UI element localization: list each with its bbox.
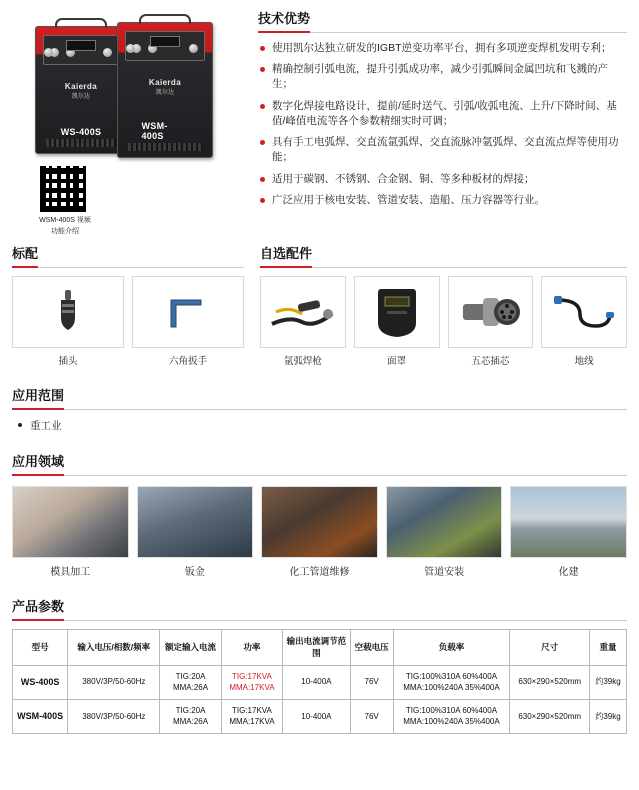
cell-voltage: 380V/3P/50-60Hz: [68, 665, 160, 699]
brand-name: Kaierda: [148, 78, 182, 87]
col-model: 型号: [13, 630, 68, 666]
cell-size: 630×290×520mm: [510, 699, 590, 733]
accessory-label: 氩弧焊枪: [283, 356, 322, 367]
params-header: [12, 596, 627, 621]
field-item: [12, 486, 129, 578]
standard-header: [12, 243, 244, 268]
cell-duty-cycle: [393, 665, 510, 699]
accessory-label: 插头: [58, 356, 78, 367]
field-label: 模具加工: [50, 567, 91, 578]
field-photo: [261, 486, 378, 558]
tig-torch-icon: [268, 284, 338, 340]
standard-accessories: [12, 243, 244, 367]
knob-icon: [103, 48, 112, 57]
list-item: 精确控制引弧电流，提升引弧成功率，减少引弧瞬间金属凹坑和飞溅的产生；: [258, 62, 627, 92]
col-power: 功率: [221, 630, 282, 666]
cell-voltage: 380V/3P/50-60Hz: [68, 699, 160, 733]
col-output-range: 输出电流调节范围: [283, 630, 351, 666]
col-rated-current: 额定输入电流: [160, 630, 221, 666]
ground-cable-icon: [552, 290, 616, 334]
cell-weight: 约39kg: [590, 699, 627, 733]
cell-rated-current: [160, 699, 221, 733]
welder-product-photo: [12, 8, 236, 158]
brand-name: Kaierda: [64, 82, 98, 91]
advantages-column: [244, 8, 627, 237]
field-photo: [12, 486, 129, 558]
cell-power-tig: TIG:17KVA: [231, 705, 272, 715]
cell-open-voltage: 76V: [350, 699, 393, 733]
cell-size: 630×290×520mm: [510, 665, 590, 699]
field-label: 钣金: [184, 567, 205, 578]
accessory-label: 六角扳手: [168, 356, 207, 367]
section-title-advantages: 技术优势: [258, 8, 310, 33]
field-label: 管道安装: [424, 567, 465, 578]
cell-power-mma: MMA:17KVA: [229, 683, 275, 693]
top-section: [0, 0, 639, 237]
application-range-section: [0, 367, 639, 433]
brand-block: [36, 82, 126, 100]
optional-accessories: [260, 243, 627, 367]
standard-grid: [12, 276, 244, 367]
advantages-header: [258, 8, 627, 33]
field-label: 化工管道维修: [289, 567, 350, 578]
col-size: 尺寸: [510, 630, 590, 666]
section-title-optional: 自选配件: [260, 243, 312, 268]
accessory-label: 五芯插芯: [471, 356, 510, 367]
field-item: [510, 486, 627, 578]
cell-rated-current: [160, 665, 221, 699]
cell-duty-cycle: [393, 699, 510, 733]
welder-unit-back: [35, 26, 127, 154]
accessory-item: [260, 276, 346, 367]
field-item: [386, 486, 503, 578]
optional-grid: [260, 276, 627, 367]
cell-model: WSM-400S: [13, 699, 68, 733]
cell-power-mma: MMA:17KVA: [229, 717, 275, 727]
accessory-item: [448, 276, 534, 367]
field-photo: [386, 486, 503, 558]
control-panel: [43, 35, 119, 65]
table-row: [13, 665, 627, 699]
qr-block: [12, 164, 244, 237]
model-label: WSM-400S: [141, 121, 168, 141]
field-photo: [137, 486, 254, 558]
display-icon: [150, 36, 180, 47]
list-item: 重工业: [18, 418, 627, 433]
optional-header: [260, 243, 627, 268]
list-item: 数字化焊接电路设计，提前/延时送气、引弧/收弧电流、上升/下降时间、基值/峰值电流等各个参数精细实时可调；: [258, 99, 627, 129]
accessory-image: [132, 276, 244, 348]
accessory-image: [12, 276, 124, 348]
col-voltage: 输入电压/相数/频率: [68, 630, 160, 666]
brand-block: [118, 78, 212, 96]
field-item: [261, 486, 378, 578]
list-item: 适用于碳钢、不锈钢、合金钢、铜、等多种板材的焊接；: [258, 172, 627, 187]
welding-mask-icon: [375, 285, 419, 339]
field-item: [137, 486, 254, 578]
section-title-standard: 标配: [12, 243, 38, 268]
table-row: [13, 699, 627, 733]
cell-duty-tig: TIG:100%310A 60%400A: [405, 705, 498, 715]
qr-caption-line2: 视频功能介绍: [51, 217, 91, 235]
brand-name-cn: 凯尔达: [71, 94, 90, 100]
brand-name-cn: 凯尔达: [155, 90, 174, 96]
fields-header: [12, 451, 627, 476]
table-header-row: [13, 630, 627, 666]
cell-output-range: 10-400A: [283, 665, 351, 699]
control-panel: [125, 31, 205, 61]
section-title-params: 产品参数: [12, 596, 64, 621]
cell-power-tig: TIG:17KVA: [231, 671, 272, 681]
cell-duty-tig: TIG:100%310A 60%400A: [405, 671, 498, 681]
cell-rated-current-tig: TIG:20A: [175, 705, 206, 715]
cell-power: [221, 699, 282, 733]
accessory-item: [132, 276, 244, 367]
accessory-image-wrap: [354, 276, 440, 367]
model-label: WS-400S: [60, 127, 102, 137]
welder-unit-front: [117, 22, 213, 158]
list-item: 广泛应用于核电安装、管道安装、造船、压力容器等行业。: [258, 193, 627, 208]
accessory-label: 面罩: [387, 356, 407, 367]
qr-caption: [38, 216, 92, 237]
cell-rated-current-mma: MMA:26A: [172, 683, 209, 693]
list-item: 使用凯尔达独立研发的IGBT逆变功率平台，拥有多项逆变焊机发明专利；: [258, 41, 627, 56]
section-title-fields: 应用领域: [12, 451, 64, 476]
hex-wrench-icon: [165, 292, 211, 332]
cell-model: WS-400S: [13, 665, 68, 699]
advantages-list: [258, 41, 627, 208]
range-header: [12, 385, 627, 410]
cell-duty-mma: MMA:100%240A 35%400A: [403, 717, 500, 727]
accessory-item: [12, 276, 124, 367]
vent-grille: [46, 139, 116, 147]
list-item: 具有手工电弧焊、交直流氩弧焊、交直流脉冲氩弧焊、交直流点焊等使用功能；: [258, 135, 627, 165]
col-duty-cycle: 负载率: [393, 630, 510, 666]
application-fields-section: [0, 433, 639, 578]
plug-icon: [53, 288, 83, 336]
accessory-image: [260, 276, 346, 348]
knob-icon: [189, 44, 198, 53]
qr-code-icon: [38, 164, 88, 214]
cell-rated-current-mma: MMA:26A: [172, 717, 209, 727]
handle-icon: [139, 14, 191, 24]
accessory-label: 地线: [574, 356, 594, 367]
field-photo: [510, 486, 627, 558]
vent-grille: [128, 143, 202, 151]
display-icon: [66, 40, 96, 51]
knob-icon: [126, 44, 135, 53]
accessory-image: [541, 276, 627, 348]
product-image-column: [12, 8, 244, 237]
cell-open-voltage: 76V: [350, 665, 393, 699]
col-weight: 重量: [590, 630, 627, 666]
knob-icon: [44, 48, 53, 57]
product-parameters-section: [0, 578, 639, 734]
accessory-item: [541, 276, 627, 367]
accessory-image: [354, 276, 440, 348]
range-list: [12, 418, 627, 433]
cell-weight: 约39kg: [590, 665, 627, 699]
five-pin-connector-icon: [459, 292, 521, 332]
cell-rated-current-tig: TIG:20A: [175, 671, 206, 681]
accessories-section: [0, 237, 639, 367]
qr-caption-line1: WSM-400S: [39, 217, 75, 224]
handle-icon: [55, 18, 107, 28]
col-open-voltage: 空载电压: [350, 630, 393, 666]
field-label: 化建: [558, 567, 579, 578]
fields-grid: [12, 486, 627, 578]
cell-duty-mma: MMA:100%240A 35%400A: [403, 683, 500, 693]
cell-output-range: 10-400A: [283, 699, 351, 733]
accessory-image: [448, 276, 534, 348]
cell-power: [221, 665, 282, 699]
spec-table: [12, 629, 627, 734]
section-title-range: 应用范围: [12, 385, 64, 410]
